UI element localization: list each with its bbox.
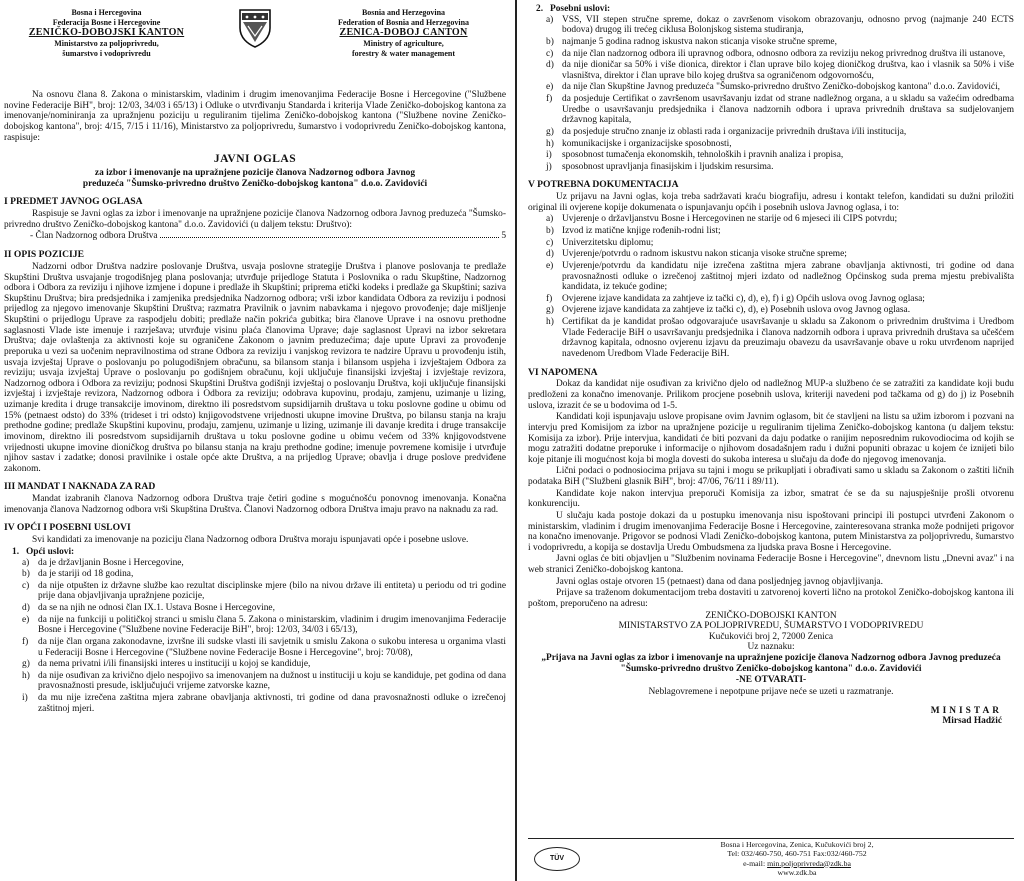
note-paragraph: Javni oglas će biti objavljen u "Službenim novinama Federacije Bosne i Hercegovine", dnevnom listu „Dnevni avaz" i na web stranici Zeničko-dobojskog kantona. — [528, 554, 1014, 576]
coat-of-arms-icon — [238, 8, 272, 48]
list-item — [22, 615, 506, 636]
list-item — [546, 60, 1014, 81]
position-count: 5 — [501, 231, 506, 242]
list-item-text: Izvod iz matične knjige rođenih-rodni list; — [562, 226, 721, 237]
list-item-marker: d) — [22, 603, 30, 614]
footer-address — [580, 840, 1014, 877]
list-item-marker: b) — [22, 569, 30, 580]
right-column — [528, 4, 1014, 878]
list-item-marker: b) — [546, 36, 554, 47]
dot-leader — [160, 237, 500, 238]
letterhead-right-line: Ministry of agriculture, — [363, 39, 444, 49]
note-paragraph: Kandidate koje nakon intervjua preporuči Komisija za izbor, smatrat će se da su najuspješnije prošli otvorenu konkurenciju. — [528, 488, 1014, 510]
list-item — [546, 127, 1014, 138]
list-item-marker: b) — [546, 226, 554, 237]
address-line: Uz naznaku: — [747, 642, 795, 653]
list-item-marker: h) — [546, 138, 554, 149]
note-paragraph: Lični podaci o podnosiocima prijava su tajni i mogu se prikupljati i obrađivati samo u skladu sa Zakonom o zaštiti ličnih podataka BiH ("Službeni glasnik BiH", broj: 47/06, 76/11 i 89/11). — [528, 466, 1014, 488]
section-heading: II OPIS POZICIJE — [4, 249, 84, 261]
section-2-text: Nadzorni odbor Društva nadzire poslovanje Društva, usvaja poslovne strategije Društva i planove poslovanja te predlaže Skupštini Društva usvajanje trogodišnjeg plana poslovanja; utvrđuje prijedloge Statuta i Poslovnika o radu Skupštine, Nadzornog odbora i Odbora za reviziju i njihove izmjene i dopune i predlaže ih Skupštini; priprema etički kodeks i predlaže ga Skupštini; saziva Skupštinu Društva; bira predsjednika i zamjenika predsjednika Nadzornog odbora; vrši izbor kandidata Odbora za reviziju i podnosi prijedlog za njegovo imenovanje Skupštini Društva; razmatra Pravilnik o javnim nabavkama i njegovo provođenje; daje mišljenje Skupštini o prijedlogu Uprave za raspodjelu dobiti; predlaže način pokrića gubitka; bira članove Uprave i na osnovu prethodne saglasnosti Vlade iste imenuje i razrješava; utvrđuje visinu plaća članovima Uprave; daje saglasnost Upravi na izbor sekretara Društva; daje ovlaštenja za aktivnosti koje su ograničene Zakonom o javnim preduzećima; daje upute Upravi za provođenje preporuka u vezi sa uočenim nepravilnostima od strane Odbora za reviziju i vanjskog revizora te nadzire Upravu u provođenju istih, usvaja izvještaj Uprave o poslovanju po polugodišnjem obračunu, sa bilansom stanja i bilansom uspjeha i izvještajem Odbora za reviziju; usvaja izvještaj Uprave o poslovanju po godišnjem obračunu, koji uključuje finansijski izvještaj i izvještaje revizora, Nadzornog odbora i Odbora za reviziju; podnosi Skupštini Društva godišnji izvještaj o poslovanju Društva, koji uključuje finansijski izvještaj i izvještaje revizora, Nadzornog odbora i Odbora za reviziju; odobrava kupovinu, prodaju, zamjenu, uzimanje u lizing, uzimanje kredita i druge transakcije imovinom, direktno ili posredstvom supsidijarnih društava u toku poslovne godine u obimu od 15% (petnaest odsto) do 33% (trideset i tri odsto) knjigovodstvene vrijednosti ukupne imovine Društva, po bilansu stanja na kraju prethodne godine; predlaže Skupštini kupovinu, prodaju, zamjenu, uzimanje u lizing, uzimanje ili davanje kredita i druge transakcije imovinom, direktno ili posredstvom supsidijarnih društava u toku poslovne godine u obimu većem od 33% knjigovodstvene vrijednosti ukupne imovine dioničkog društva po bilansu stanja na kraju prethodne godine; imenuje povremene komisije i utvrđuje njihov sastav i zadatke; donosi pravilnike i ostale opće akte Društva, a na prijedlog Uprave; obavlja i druge poslove predviđene zakonom. — [4, 261, 506, 474]
letterhead-left-line: Federacija Bosne i Hercegovine — [52, 17, 161, 27]
list-item-marker: c) — [546, 48, 554, 59]
list-item — [546, 294, 1014, 305]
list-item — [22, 581, 506, 602]
email-link[interactable]: min.poljoprivreda@zdk.ba — [767, 858, 851, 868]
letterhead-right-canton: ZENICA-DOBOJ CANTON — [339, 27, 468, 39]
column-divider — [515, 0, 517, 881]
list-item-marker: g) — [546, 305, 554, 316]
list-item — [546, 226, 1014, 237]
section-heading: I PREDMET JAVNOG OGLASA — [4, 196, 143, 208]
list-item-marker: d) — [546, 249, 554, 260]
do-not-open: -NE OTVARATI- — [735, 675, 807, 686]
note-paragraph: Prijave sa traženom dokumentacijom treba dostaviti u zatvorenoj koverti lično na protokol Zeničko-dobojskog kantona ili poštom, preporučeno na adresu: — [528, 588, 1014, 609]
website-link[interactable]: www.zdk.ba — [777, 867, 817, 877]
list-item — [546, 249, 1014, 260]
list-item — [546, 238, 1014, 249]
list-item — [546, 94, 1014, 126]
note-paragraph: Dokaz da kandidat nije osuđivan za krivično djelo od nadležnog MUP-a službeno će se zatražiti za kandidate koji budu predloženi za konačno imenovanje. Prilikom procjene posebnih uslova, kriteriji navedeni pod tačkama od g) do j) iz Posebnih uslova, izrazit će se u bodovima od 1-5. — [528, 379, 1014, 411]
list-item — [546, 261, 1014, 293]
letter-footer — [528, 838, 1014, 878]
list-item-text: da nije dioničar sa 50% i više dionica, direktor i član uprave bilo kojeg dioničkog društva, kao i vlasnik sa 50% i više vlasništva, direktor i član uprave bilo kojeg društva sa ograničenom odgovornošću, — [562, 60, 1014, 81]
mailing-address — [528, 611, 1014, 654]
special-conditions-heading — [536, 4, 1014, 15]
letterhead-right-line: Federation of Bosnia and Herzegovina — [337, 17, 470, 27]
heading-number: 2. — [536, 4, 544, 14]
list-item-marker: f) — [22, 636, 29, 647]
list-item-marker: h) — [546, 317, 554, 328]
list-item-marker: f) — [546, 293, 553, 304]
section-5-text: Uz prijavu na Javni oglas, koja treba sadržavati kraću biografiju, adresu i kontakt telefon, kandidati su dužni priložiti original ili ovjerene kopije dokumenata o ispunjavanju općih i posebnih uslova Javnog oglasa, i to: — [528, 192, 1014, 213]
section-heading: V POTREBNA DOKUMENTACIJA — [528, 179, 679, 191]
section-heading: III MANDAT I NAKNADA ZA RAD — [4, 481, 156, 493]
list-item-marker: c) — [546, 237, 554, 248]
letterhead-left — [4, 8, 209, 58]
left-column — [4, 8, 506, 878]
letterhead — [4, 8, 506, 76]
list-item-text: sposobnost upravljanja finasijskim i ljudskim resursima. — [562, 161, 774, 172]
position-line — [30, 231, 506, 242]
letterhead-left-line: Ministarstvo za poljoprivredu, — [54, 39, 159, 49]
list-item — [22, 603, 506, 614]
list-item-marker: c) — [22, 580, 30, 591]
address-line: ZENIČKO-DOBOJSKI KANTON — [705, 610, 837, 621]
list-item-marker: i) — [22, 693, 28, 704]
list-item-marker: g) — [546, 126, 554, 137]
document-subtitle — [4, 168, 506, 189]
list-item-text: komunikacijske i organizacijske sposobnosti, — [562, 138, 732, 149]
intro-paragraph: Na osnovu člana 8. Zakona o ministarskim, vladinim i drugim imenovanjima Federacije Bosne i Hercegovine ("Službene novine Federacije BiH", broj: 12/03, 34/03 i 65/13) i Odluke o utvrđivanju Standarda i kriterija Vlade Zeničko-dobojskog kantona za imenovanje/nominiranja za upražnjenu poziciju u reguliranim tijelima Zeničko-dobojskog kantona ("Službene novine Zeničko-dobojskog kantona", broj: 4/15, 7/15 i 11/16), Ministarstvo za poljoprivredu, šumarstvo i vodoprivredu Zeničko-dobojskog kantona, raspisuje: — [4, 90, 506, 143]
list-item-marker: d) — [546, 60, 554, 71]
letterhead-right-line: Bosnia and Herzegovina — [361, 8, 446, 17]
subtitle-line: preduzeća "Šumsko-privredno društvo Zeničko-dobojskog kantona" d.o.o. Zavidovići — [82, 178, 428, 189]
subtitle-line: za izbor i imenovanje na upražnjene pozicije članova Nadzornog odbora Javnog — [94, 168, 416, 179]
list-item-text: Univerzitetsku diplomu; — [562, 237, 654, 248]
list-item-marker: e) — [546, 260, 554, 271]
signature-name: Mirsad Hadžić — [942, 716, 1002, 727]
list-item-text: Uvjerenje o državljanstvu Bosne i Hercegovinen ne starije od 6 mjeseci ili CIPS potvrdu; — [562, 214, 898, 225]
list-item-marker: a) — [546, 14, 554, 25]
list-item — [546, 15, 1014, 36]
email-label: e-mail: — [743, 858, 768, 868]
list-item-marker: h) — [22, 670, 30, 681]
section-4-text: Svi kandidati za imenovanje na poziciju člana Nadzornog odbora Društva moraju ispunjavati opće i posebne uslove. — [32, 535, 469, 546]
list-item-text: da mu nije izrečena zaštitna mjera zabrane obavljanja aktivnosti, tri godine od dana pravosnažnosti odluke o izrečenoj zaštitnoj mjeri. — [38, 693, 506, 714]
note-paragraph: U slučaju kada postoje dokazi da u postupku imenovanja nisu ispoštovani principi ili postupci utvrđeni Zakonom o ministarskim, vladinim i drugim imenovanjima Federacije Bosne i Hercegovine, zainteresovana stranka može podnijeti prigovor na konačno imenovanje. Prigovor se podnosi Vladi Zeničko-dobojskog kantona, putem Ministarstva za poljoprivredu, šumarstvo i vodoprivredu, a kopija se dostavlja Uredu Ombudsmena za ljudska prava Bosne i Hercegovine. — [528, 510, 1014, 553]
certification-logo-icon: TÜV — [534, 847, 580, 871]
list-item-text: da se na njih ne odnosi član IX.1. Ustava Bosne i Hercegovine, — [38, 603, 275, 614]
list-item-text: sposobnost tumačenja ekonomskih, tehnoloških i pravnih analiza i propisa, — [562, 150, 844, 161]
letterhead-right-line: forestry & water management — [351, 48, 455, 58]
letterhead-right — [301, 8, 506, 58]
footer-line: Bosna i Hercegovina, Zenica, Kučukovići broj 2, — [720, 839, 874, 849]
address-line: MINISTARSTVO ZA POLJOPRIVREDU, ŠUMARSTVO I VODOPRIVREDU — [618, 621, 924, 632]
list-item — [22, 693, 506, 714]
list-item-text: Ovjerene izjave kandidata za zahtjeve iz tački c), d), e), f) i g) Općih uslova ovog Javnog oglasa; — [562, 293, 925, 304]
list-item — [546, 162, 1014, 173]
footer-email-line — [580, 859, 1014, 868]
list-item — [22, 558, 506, 569]
list-item-text: da nije na funkciji u političkoj stranci u smislu člana 5. Zakona o ministarskim, vladinim i drugim imenovanjima Federacije Bosne i Hercegovine ("Službene novine Federacije BiH", broj: 12/03, 34/03 i 65/13), — [38, 614, 506, 636]
letterhead-left-canton: ZENIČKO-DOBOJSKI KANTON — [28, 27, 185, 39]
list-item-text: da nije član Skupštine Javnog preduzeća "Šumsko-privredno društvo Zeničko-dobojskog kantona" d.o.o. Zavidovići, — [562, 82, 1001, 93]
general-conditions-list — [22, 558, 506, 715]
documents-list — [546, 214, 1014, 359]
envelope-note: „Prijava na Javni oglas za izbor i imenovanje na upražnjene pozicije članova Nadzornog odbora Javnog preduzeća "Šumsko-privredno društvo Zeničko-dobojskog kantona" d.o.o. Zavidovići — [541, 653, 1001, 674]
section-1-text: Raspisuje se Javni oglas za izbor i imenovanje na upražnjene pozicije članova Nadzornog odbora Javnog preduzeća "Šumsko-privredno društvo Zeničko-dobojskog kantona" d.o.o. Zavidovići (u daljem tekstu: Društvo): — [4, 209, 506, 230]
final-note: Neblagovremene i nepotpune prijave neće se uzeti u razmatranje. — [648, 686, 894, 697]
list-item-text: Certifikat da je kandidat prošao odgovarajuće usavršavanje u skladu sa Zakonom o privrednim društvima i Uredbom Vlade Federacije BiH o usavršavanju predsjednika i članova nadzornih odbora i uprava privrednih društava sa učešćem državnog kapitala, odnosno ovjerenu izjavu da preuzimaju obavezu da usavršavanje obave u roku utvrđenom naprijed navedenom Uredbom Vlade Federacije BiH. — [562, 317, 1014, 359]
list-item-marker: e) — [546, 82, 554, 93]
address-line: Kučukovići broj 2, 72000 Zenica — [708, 631, 834, 642]
section-heading: IV OPĆI I POSEBNI USLOVI — [4, 522, 131, 534]
list-item — [546, 82, 1014, 93]
list-item — [546, 317, 1014, 360]
section-3-text: Mandat izabranih članova Nadzornog odbora Društva traje četiri godine s mogućnošću ponovnog imenovanja. Konačna imenovanja članova Nadzornog odbora vrši Skupština Društva. Članovi Nadzornog odbora Društva imaju pravo na naknadu za rad. — [4, 494, 506, 515]
letterhead-left-line: šumarstvo i vodoprivredu — [62, 48, 151, 58]
letterhead-left-line: Bosna i Hercegovina — [71, 8, 142, 17]
list-item-marker: e) — [22, 614, 30, 625]
position-label: - Član Nadzornog odbora Društva — [30, 231, 158, 242]
general-conditions-heading — [12, 547, 506, 558]
list-item-marker: j) — [546, 161, 552, 172]
list-item-text: VSS, VII stepen stručne spreme, dokaz o završenom visokom obrazovanju, odnosno prvog (najmanje 240 ECTS bodova) drugog ili trećeg ciklusa Bolonjskog sistema studiranja, — [562, 14, 1014, 36]
list-item-marker: a) — [22, 557, 30, 568]
list-item-text: da nije osuđivan za krivično djelo nespojivo sa imenovanjem na dužnost u instituciji u koju se kandiduje, pet godina od dana pravosnažnosti presude, isključujući vrijeme zatvorske kazne, — [38, 670, 506, 692]
list-item-text: da nije član organa zakonodavne, izvršne ili sudske vlasti ili savjetnik u smislu Zakona o sukobu interesa u organima vlasti u Federaciji Bosne i Hercegovine ("Službene novine Federacije Bosne i Hercegovine", broj: 70/08), — [38, 636, 506, 658]
list-item-marker: a) — [546, 214, 554, 225]
section-heading: VI NAPOMENA — [528, 366, 598, 378]
list-item-text: da nije otpušten iz državne službe kao rezultat disciplinske mjere (bilo na nivou države ili entiteta) u periodu od tri godine prije dana objavljivanja upražnjene pozicije, — [38, 580, 506, 602]
list-item-text: da posjeduje Certifikat o završenom usavršavanju izdat od strane nadležnog organa, a u skladu sa važećim odredbama Uredbe o usavršavanju predsjednika i članova nadzornih odbora i uprava privrednih društava sa sudjelovanjem državnog kapitala, — [562, 94, 1014, 126]
list-item — [22, 637, 506, 658]
note-paragraph: Javni oglas ostaje otvoren 15 (petnaest) dana od dana posljednjeg javnog objavljivanja. — [556, 576, 883, 587]
heading-text: Opći uslovi: — [26, 546, 75, 557]
footer-line: Tel: 032/460-750, 460-751 Fax:032/460-752 — [727, 849, 867, 859]
special-conditions-list — [546, 15, 1014, 173]
heading-number: 1. — [12, 546, 20, 557]
note-paragraph: Kandidati koji ispunjavaju uslove propisane ovim Javnim oglasom, bit će stavljeni na listu sa užim izborom i pozvani na intervju pred Komisijom za izbor na upražnjene pozicije u reguliranim tijelima Zeničko-dobojskog kantona (u daljem tekstu: Komisija za izbor). Prije intervjua, kandidati će biti pozvani da daju podatke o ranijim neposrednim rukovodiocima od kojih se mogu zatražiti dodatne preporuke i informacije o njihovom dosadašnjem radu i dužni popuniti obrazac u kojem će iznijeti bilo koje pitanje ili mogućnost koja bi mogla dovesti do sukoba interesa u slučaju da dođe do njegovog imenovanja. — [528, 412, 1014, 465]
list-item — [22, 671, 506, 692]
list-item — [546, 37, 1014, 48]
list-item — [546, 49, 1014, 60]
list-item-text: da je državljanin Bosne i Hercegovine, — [38, 557, 184, 568]
list-item-text: Uvjerenje/potvrdu o radnom iskustvu nakon sticanja visoke stručne spreme; — [562, 249, 847, 260]
list-item-text: da nema privatni i/ili finansijski interes u instituciji u kojoj se kandiduje, — [38, 659, 311, 670]
list-item — [546, 305, 1014, 316]
list-item-marker: i) — [546, 150, 552, 161]
list-item-text: da je stariji od 18 godina, — [38, 569, 134, 580]
list-item-text: da nije član nadzornog odbora ili upravnog odbora, odnosno odbora za reviziju nekog privrednog društva ili ustanove, — [562, 48, 1006, 59]
list-item — [546, 150, 1014, 161]
list-item-marker: g) — [22, 659, 30, 670]
list-item-text: da posjeduje stručno znanje iz oblasti rada i organizacije privrednih društava i/ili institucija, — [562, 126, 907, 137]
document-title: JAVNI OGLAS — [213, 153, 297, 166]
list-item — [546, 214, 1014, 225]
list-item-marker: f) — [546, 94, 553, 104]
list-item-text: Uvjerenje/potvrdu da kandidatu nije izrečena zaštitna mjera zabrane obavljanja aktivnosti, tri godine od dana pravosnažnosti odluke o izrečenoj zaštitnoj mjeri izdato od nadležnog Općinskog suda prema mjestu prebivališta kandidata, iz tekuće godine; — [562, 260, 1014, 293]
list-item — [22, 569, 506, 580]
list-item-text: Ovjerene izjave kandidata za zahtjeve iz tački c), d), e) Posebnih uslova ovog Javnog oglasa. — [562, 305, 911, 316]
list-item — [22, 659, 506, 670]
list-item-text: najmanje 5 godina radnog iskustva nakon sticanja visoke stručne spreme, — [562, 36, 837, 47]
list-item — [546, 139, 1014, 150]
heading-text: Posebni uslovi: — [550, 4, 611, 14]
signature-title: MINISTAR — [930, 705, 1002, 716]
